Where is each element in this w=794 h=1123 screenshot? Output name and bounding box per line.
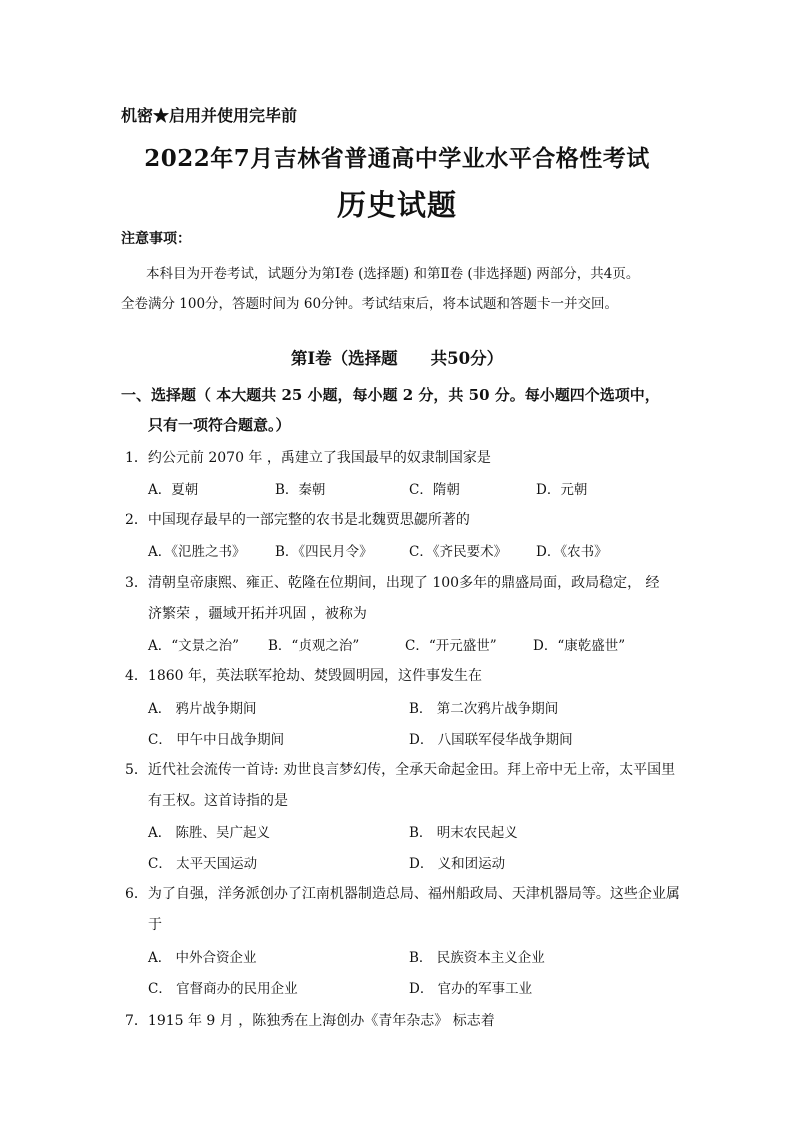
part-heading: 只有一项符合题意。） — [148, 416, 291, 434]
confidential-label: 机密★启用并使用完毕前 — [121, 106, 298, 125]
option: D．“康乾盛世” — [533, 638, 626, 654]
question-stem: 济繁荣 ，疆域开拓并巩固 ，被称为 — [148, 606, 367, 622]
option: C． 官督商办的民用企业 — [148, 981, 298, 997]
option: B．秦朝 — [275, 482, 326, 498]
part-heading: 一、选择题（ 本大题共 25 小题，每小题 2 分，共 50 分。每小题四个选项中， — [121, 386, 660, 404]
notice-heading: 注意事项： — [121, 231, 191, 247]
option: A． 中外合资企业 — [148, 950, 257, 966]
exam-title: 2022年7月吉林省普通高中学业水平合格性考试 — [144, 145, 650, 172]
question-stem: 于 — [148, 917, 162, 933]
option: D．元朝 — [536, 482, 588, 498]
option: D．《农书》 — [536, 544, 608, 560]
option: D． 官办的军事工业 — [409, 981, 533, 997]
option: C．《齐民要术》 — [409, 544, 508, 560]
option: A． 陈胜、吴广起义 — [148, 825, 271, 841]
question-stem: 2．中国现存最早的一部完整的农书是北魏贾思勰所著的 — [125, 512, 470, 528]
option: B． 第二次鸦片战争期间 — [409, 701, 559, 717]
option: D． 八国联军侵华战争期间 — [409, 732, 573, 748]
question-stem: 6．为了自强，洋务派创办了江南机器制造总局、福州船政局、天津机器局等。这些企业属 — [125, 886, 680, 902]
option: A． 鸦片战争期间 — [148, 701, 257, 717]
option: C．隋朝 — [409, 482, 460, 498]
question-stem: 1．约公元前 2070 年 ，禹建立了我国最早的奴隶制国家是 — [125, 450, 491, 466]
question-stem: 4．1860 年，英法联军抢劫、焚毁圆明园，这件事发生在 — [125, 668, 482, 684]
notice-line: 本科目为开卷考试，试题分为第Ⅰ卷 (选择题) 和第Ⅱ卷 (非选择题) 两部分，共4页。 — [146, 266, 640, 282]
question-stem: 7．1915 年 9 月 ，陈独秀在上海创办《青年杂志》 标志着 — [125, 1013, 495, 1029]
option: B． 明末农民起义 — [409, 825, 518, 841]
option: C．“开元盛世” — [405, 638, 497, 654]
option: A．夏朝 — [148, 482, 199, 498]
option: D． 义和团运动 — [409, 856, 506, 872]
section-title: 第Ⅰ卷（选择题 共50分） — [290, 349, 504, 368]
question-stem: 5．近代社会流传一首诗: 劝世良言梦幻传，全承天命起金田。拜上帝中无上帝，太平国里 — [125, 762, 676, 778]
option: A．《氾胜之书》 — [148, 544, 246, 560]
notice-line: 全卷满分 100分，答题时间为 60分钟。考试结束后，将本试题和答题卡一并交回。 — [121, 296, 619, 312]
subject-title: 历史试题 — [336, 188, 457, 222]
option: C． 太平天国运动 — [148, 856, 258, 872]
option: B．“贞观之治” — [268, 638, 360, 654]
question-stem: 3．清朝皇帝康熙、雍正、乾隆在位期间，出现了 100多年的鼎盛局面，政局稳定， 经 — [125, 575, 660, 591]
option: B．《四民月令》 — [275, 544, 373, 560]
question-stem: 有王权。这首诗指的是 — [148, 793, 288, 809]
option: C． 甲午中日战争期间 — [148, 732, 285, 748]
option: B． 民族资本主义企业 — [409, 950, 545, 966]
option: A．“文景之治” — [148, 638, 240, 654]
